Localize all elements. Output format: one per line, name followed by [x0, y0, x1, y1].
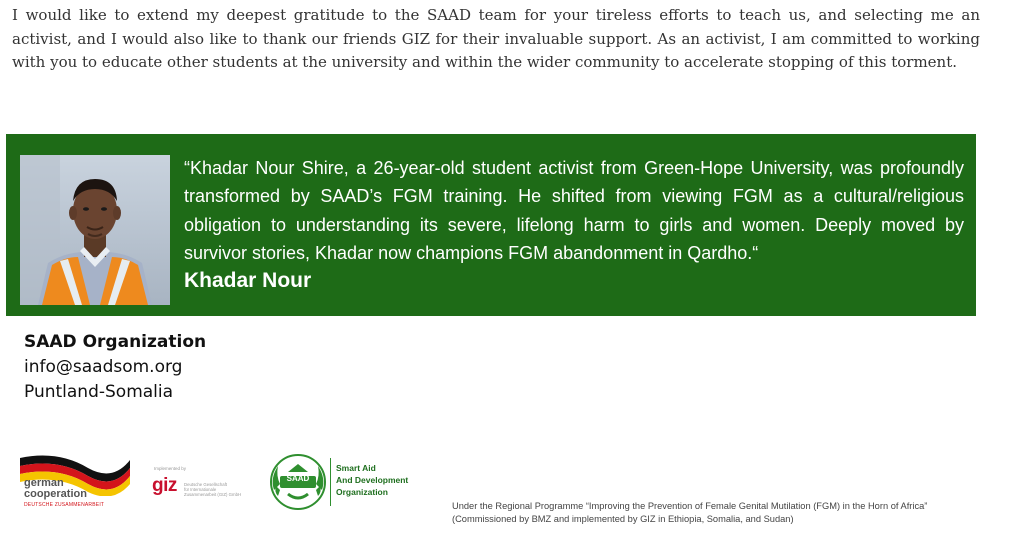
german-logo-line2: cooperation: [24, 488, 87, 500]
programme-footnote: Under the Regional Programme “Improving the Prevention of Female Genital Mutilation (FGM) in the Horn of Africa” (Commissioned by BMZ and implemented by GIZ in Ethiopia, Somalia, and Sudan): [452, 501, 928, 524]
giz-logo: [148, 438, 258, 530]
testimonial-author: Khadar Nour: [184, 269, 312, 292]
saad-logo: [266, 452, 410, 522]
contact-block: [24, 330, 206, 405]
german-logo-line3: DEUTSCHE ZUSAMMENARBEIT: [24, 502, 105, 508]
contact-email: info@saadsom.org: [24, 357, 183, 377]
partner-logos: [14, 438, 410, 530]
giz-full-name-1: Deutsche Gesellschaft: [184, 482, 227, 487]
portrait-photo: [20, 155, 170, 305]
saad-name-line3: Organization: [336, 487, 388, 497]
german-logo-line1: german: [24, 477, 64, 489]
german-cooperation-logo: [14, 438, 144, 530]
giz-full-name-3: Zusammenarbeit (GIZ) GmbH: [184, 492, 242, 497]
saad-divider: [330, 458, 331, 506]
giz-full-name-2: für Internationale: [184, 487, 217, 492]
contact-location: Puntland-Somalia: [24, 382, 174, 402]
saad-name-line2: And Development: [336, 475, 409, 485]
testimonial-quote: “Khadar Nour Shire, a 26-year-old student activist from Green-Hope University, was profoundly transformed by SAAD’s FGM training. He shifted from viewing FGM as a cultural/religious obligation to understanding its severe, lifelong harm to girls and women. Deeply moved by survivor stories, Khadar now champions FGM abandonment in Qardho.“: [184, 158, 964, 264]
saad-name-line1: Smart Aid: [336, 463, 376, 473]
testimonial-box: [6, 134, 976, 316]
organization-name: SAAD Organization: [24, 332, 207, 352]
saad-emblem-text: SAAD: [286, 474, 310, 483]
giz-wordmark: giz: [152, 475, 177, 496]
intro-paragraph: I would like to extend my deepest gratitude to the SAAD team for your tireless efforts to teach us, and selecting me an activist, and I would also like to thank our friends GIZ for their invaluable support. As an activist, I am committed to working with you to educate other students at the university and within the wider community to accelerate stopping of this torment.: [12, 6, 980, 71]
giz-implemented-by: Implemented by: [154, 466, 187, 471]
